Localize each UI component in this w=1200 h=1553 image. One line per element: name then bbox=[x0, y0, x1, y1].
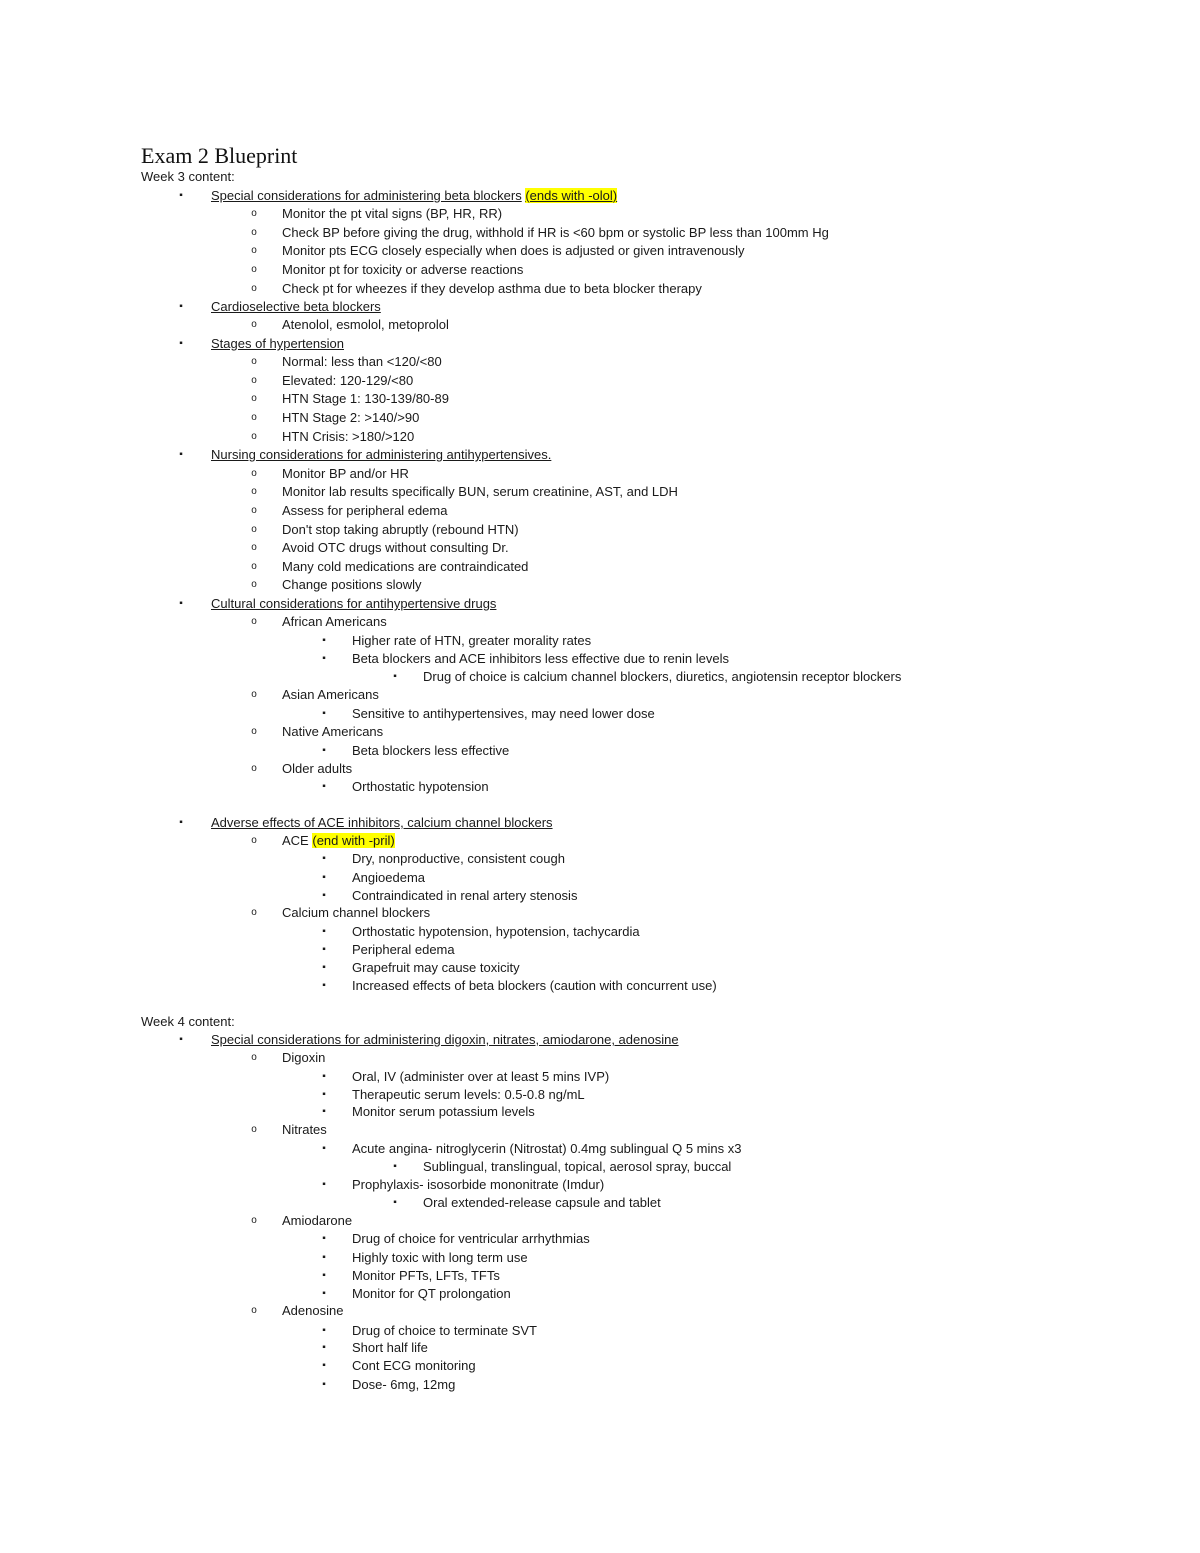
list-item: Change positions slowly bbox=[282, 577, 422, 592]
circle-bullet-icon: o bbox=[251, 726, 257, 737]
circle-bullet-icon: o bbox=[251, 356, 257, 367]
square-bullet-icon: ▪ bbox=[393, 1161, 397, 1172]
list-item: Monitor serum potassium levels bbox=[352, 1104, 535, 1119]
square-bullet-icon: ▪ bbox=[322, 980, 326, 991]
square-bullet-icon: ▪ bbox=[322, 1089, 326, 1100]
circle-bullet-icon: o bbox=[251, 616, 257, 627]
square-bullet-icon: ▪ bbox=[322, 1143, 326, 1154]
list-item: Avoid OTC drugs without consulting Dr. bbox=[282, 540, 509, 555]
list-item: Monitor PFTs, LFTs, TFTs bbox=[352, 1268, 500, 1283]
list-item: Monitor pt for toxicity or adverse reactions bbox=[282, 262, 524, 277]
circle-bullet-icon: o bbox=[251, 907, 257, 918]
square-bullet-icon: ▪ bbox=[322, 944, 326, 955]
square-bullet-icon: ▪ bbox=[322, 1288, 326, 1299]
square-bullet-icon: ▪ bbox=[179, 301, 183, 312]
list-item: Prophylaxis- isosorbide mononitrate (Imdur) bbox=[352, 1177, 605, 1192]
list-item: Cont ECG monitoring bbox=[352, 1358, 476, 1373]
list-item: Nitrates bbox=[282, 1122, 327, 1137]
square-bullet-icon: ▪ bbox=[322, 962, 326, 973]
circle-bullet-icon: o bbox=[251, 319, 257, 330]
list-item: Short half life bbox=[352, 1340, 428, 1355]
list-item: Increased effects of beta blockers (caution with concurrent use) bbox=[352, 978, 717, 993]
circle-bullet-icon: o bbox=[251, 1052, 257, 1063]
list-item: Sublingual, translingual, topical, aerosol spray, buccal bbox=[423, 1159, 732, 1174]
circle-bullet-icon: o bbox=[251, 689, 257, 700]
circle-bullet-icon: o bbox=[251, 763, 257, 774]
list-item: Drug of choice is calcium channel blockers, diuretics, angiotensin receptor blockers bbox=[423, 669, 902, 684]
list-item: Assess for peripheral edema bbox=[282, 503, 448, 518]
ace-label-text: ACE bbox=[282, 833, 309, 848]
square-bullet-icon: ▪ bbox=[179, 190, 183, 201]
square-bullet-icon: ▪ bbox=[322, 1071, 326, 1082]
list-item: Beta blockers and ACE inhibitors less effective due to renin levels bbox=[352, 651, 729, 666]
circle-bullet-icon: o bbox=[251, 431, 257, 442]
list-item: Monitor pts ECG closely especially when does is adjusted or given intravenously bbox=[282, 243, 745, 258]
square-bullet-icon: ▪ bbox=[179, 817, 183, 828]
circle-bullet-icon: o bbox=[251, 264, 257, 275]
ace-label bbox=[282, 833, 395, 849]
list-item: Monitor the pt vital signs (BP, HR, RR) bbox=[282, 206, 503, 221]
nursing-heading: Nursing considerations for administering antihypertensives. bbox=[211, 447, 552, 462]
square-bullet-icon: ▪ bbox=[322, 926, 326, 937]
square-bullet-icon: ▪ bbox=[179, 449, 183, 460]
circle-bullet-icon: o bbox=[251, 524, 257, 535]
list-item: Elevated: 120-129/<80 bbox=[282, 373, 414, 388]
list-item: Beta blockers less effective bbox=[352, 743, 510, 758]
list-item: Adenosine bbox=[282, 1303, 344, 1318]
square-bullet-icon: ▪ bbox=[322, 853, 326, 864]
list-item: Grapefruit may cause toxicity bbox=[352, 960, 520, 975]
square-bullet-icon: ▪ bbox=[322, 1270, 326, 1281]
list-item: Monitor lab results specifically BUN, serum creatinine, AST, and LDH bbox=[282, 484, 678, 499]
page-title: Exam 2 Blueprint bbox=[141, 143, 298, 168]
square-bullet-icon: ▪ bbox=[179, 1034, 183, 1045]
square-bullet-icon: ▪ bbox=[179, 598, 183, 609]
circle-bullet-icon: o bbox=[251, 393, 257, 404]
list-item: Oral extended-release capsule and tablet bbox=[423, 1195, 661, 1210]
list-item: Higher rate of HTN, greater morality rates bbox=[352, 633, 592, 648]
square-bullet-icon: ▪ bbox=[322, 1179, 326, 1190]
square-bullet-icon: ▪ bbox=[322, 1325, 326, 1336]
square-bullet-icon: ▪ bbox=[322, 872, 326, 883]
square-bullet-icon: ▪ bbox=[322, 1106, 326, 1117]
list-item: Digoxin bbox=[282, 1050, 326, 1065]
circle-bullet-icon: o bbox=[251, 542, 257, 553]
square-bullet-icon: ▪ bbox=[393, 671, 397, 682]
list-item: Native Americans bbox=[282, 724, 384, 739]
list-item: Older adults bbox=[282, 761, 353, 776]
stages-heading: Stages of hypertension bbox=[211, 336, 344, 351]
circle-bullet-icon: o bbox=[251, 227, 257, 238]
circle-bullet-icon: o bbox=[251, 412, 257, 423]
ace-highlight: (end with -pril) bbox=[312, 833, 395, 848]
square-bullet-icon: ▪ bbox=[322, 745, 326, 756]
circle-bullet-icon: o bbox=[251, 835, 257, 846]
square-bullet-icon: ▪ bbox=[322, 1379, 326, 1390]
week3-heading: Week 3 content: bbox=[141, 169, 235, 184]
beta-blockers-heading-text: Special considerations for administering beta blockers bbox=[211, 188, 522, 203]
list-item: Orthostatic hypotension bbox=[352, 779, 489, 794]
list-item: Peripheral edema bbox=[352, 942, 455, 957]
cardioselective-heading: Cardioselective beta blockers bbox=[211, 299, 381, 314]
circle-bullet-icon: o bbox=[251, 505, 257, 516]
circle-bullet-icon: o bbox=[251, 486, 257, 497]
circle-bullet-icon: o bbox=[251, 579, 257, 590]
square-bullet-icon: ▪ bbox=[322, 1252, 326, 1263]
list-item: Drug of choice for ventricular arrhythmias bbox=[352, 1231, 590, 1246]
square-bullet-icon: ▪ bbox=[322, 781, 326, 792]
square-bullet-icon: ▪ bbox=[393, 1197, 397, 1208]
list-item: Contraindicated in renal artery stenosis bbox=[352, 888, 578, 903]
list-item: Asian Americans bbox=[282, 687, 379, 702]
square-bullet-icon: ▪ bbox=[322, 1342, 326, 1353]
circle-bullet-icon: o bbox=[251, 208, 257, 219]
circle-bullet-icon: o bbox=[251, 283, 257, 294]
week4-special-heading: Special considerations for administering digoxin, nitrates, amiodarone, adenosine bbox=[211, 1032, 679, 1047]
list-item: Orthostatic hypotension, hypotension, tachycardia bbox=[352, 924, 640, 939]
week4-heading: Week 4 content: bbox=[141, 1014, 235, 1029]
square-bullet-icon: ▪ bbox=[322, 890, 326, 901]
square-bullet-icon: ▪ bbox=[322, 708, 326, 719]
list-item: Acute angina- nitroglycerin (Nitrostat) 0.4mg sublingual Q 5 mins x3 bbox=[352, 1141, 742, 1156]
list-item: Amiodarone bbox=[282, 1213, 353, 1228]
list-item: Monitor BP and/or HR bbox=[282, 466, 409, 481]
list-item: Therapeutic serum levels: 0.5-0.8 ng/mL bbox=[352, 1087, 585, 1102]
adverse-effects-heading: Adverse effects of ACE inhibitors, calcium channel blockers bbox=[211, 815, 553, 830]
list-item: Dose- 6mg, 12mg bbox=[352, 1377, 456, 1392]
list-item: Monitor for QT prolongation bbox=[352, 1286, 511, 1301]
beta-blockers-highlight: (ends with -olol) bbox=[525, 188, 618, 203]
circle-bullet-icon: o bbox=[251, 1124, 257, 1135]
list-item: HTN Stage 2: >140/>90 bbox=[282, 410, 420, 425]
circle-bullet-icon: o bbox=[251, 245, 257, 256]
circle-bullet-icon: o bbox=[251, 1305, 257, 1316]
square-bullet-icon: ▪ bbox=[322, 1233, 326, 1244]
list-item: HTN Stage 1: 130-139/80-89 bbox=[282, 391, 449, 406]
list-item: Drug of choice to terminate SVT bbox=[352, 1323, 537, 1338]
cultural-heading: Cultural considerations for antihypertensive drugs bbox=[211, 596, 497, 611]
circle-bullet-icon: o bbox=[251, 468, 257, 479]
circle-bullet-icon: o bbox=[251, 561, 257, 572]
square-bullet-icon: ▪ bbox=[179, 338, 183, 349]
list-item: Don't stop taking abruptly (rebound HTN) bbox=[282, 522, 519, 537]
square-bullet-icon: ▪ bbox=[322, 653, 326, 664]
list-item: Many cold medications are contraindicated bbox=[282, 559, 529, 574]
list-item: Check pt for wheezes if they develop asthma due to beta blocker therapy bbox=[282, 281, 702, 296]
list-item: HTN Crisis: >180/>120 bbox=[282, 429, 415, 444]
list-item: Sensitive to antihypertensives, may need lower dose bbox=[352, 706, 655, 721]
list-item: African Americans bbox=[282, 614, 387, 629]
list-item: Calcium channel blockers bbox=[282, 905, 431, 920]
circle-bullet-icon: o bbox=[251, 375, 257, 386]
beta-blockers-heading bbox=[211, 188, 617, 204]
list-item: Check BP before giving the drug, withhold if HR is <60 bpm or systolic BP less than 100mm Hg bbox=[282, 225, 829, 240]
circle-bullet-icon: o bbox=[251, 1215, 257, 1226]
list-item: Oral, IV (administer over at least 5 mins IVP) bbox=[352, 1069, 610, 1084]
square-bullet-icon: ▪ bbox=[322, 635, 326, 646]
list-item: Angioedema bbox=[352, 870, 425, 885]
list-item: Normal: less than <120/<80 bbox=[282, 354, 442, 369]
list-item: Dry, nonproductive, consistent cough bbox=[352, 851, 565, 866]
square-bullet-icon: ▪ bbox=[322, 1360, 326, 1371]
list-item: Atenolol, esmolol, metoprolol bbox=[282, 317, 449, 332]
list-item: Highly toxic with long term use bbox=[352, 1250, 528, 1265]
